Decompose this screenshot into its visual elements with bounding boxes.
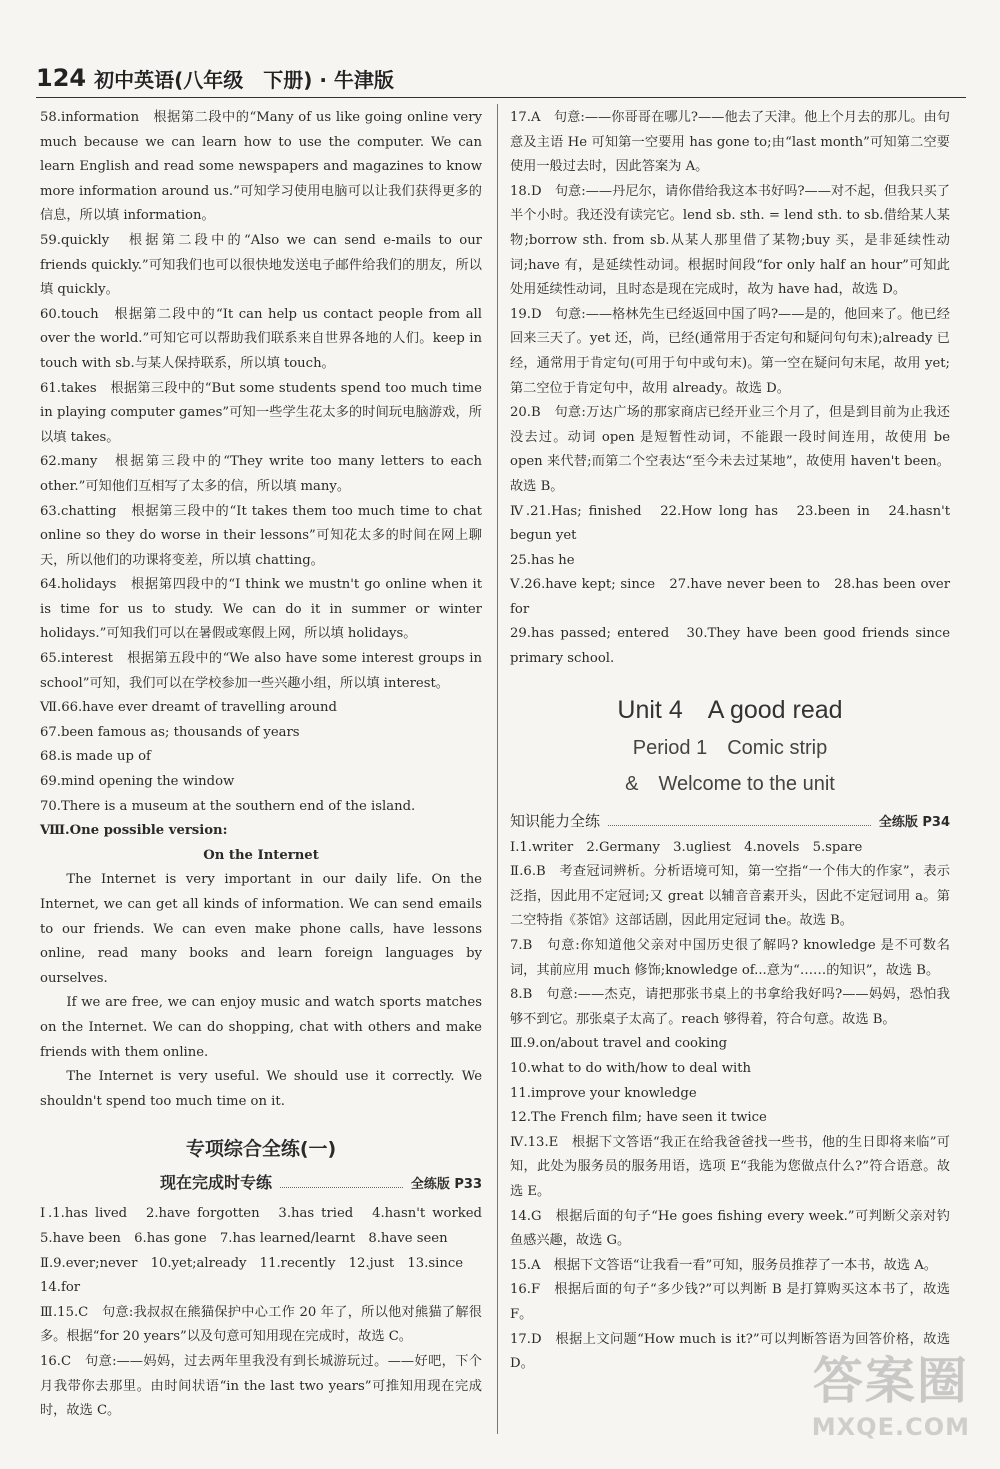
answer-item: 64.holidays 根据第四段中的“I think we mustn't go online when it is time for us to study. We can do it in summer or winter holidays.”可知我们可以在暑假或寒假上网，所以填 holidays。: [40, 577, 482, 642]
answer-item: 20.B 句意:万达广场的那家商店已经开业三个月了，但是到目前为止我还没去过。动词 open 是短暂性动词，不能跟一段时间连用，故使用 be open 来代替;而第二个空表达“至今未去过某地”，故使用 haven't been。故选 B。: [510, 405, 950, 494]
essay-title: On the Internet: [203, 847, 319, 863]
answer-item: Ⅲ.9.on/about travel and cooking: [510, 1036, 728, 1052]
answer-item: 15.A 根据下文答语“让我看一看”可知，服务员推荐了一本书，故选 A。: [510, 1257, 937, 1273]
watermark-logo: [812, 1341, 970, 1441]
answer-item: 68.is made up of: [40, 749, 151, 765]
answer-item: Ⅳ.13.E 根据下文答语“我正在给我爸爸找一些书，他的生日即将来临”可知，此处为服务员的服务用语，选项 E“我能为您做点什么?”符合语意。故选 E。: [510, 1134, 950, 1199]
knowledge-row: [510, 808, 950, 836]
answer-item: 25.has he: [510, 552, 575, 568]
answer-item: 59.quickly 根据第二段中的“Also we can send e-mails to our friends quickly.”可知我们也可以很快地发送电子邮件给我们的朋友，所以填 quickly。: [40, 232, 482, 298]
answer-item: Ⅶ.66.have ever dreamt of travelling around: [40, 700, 337, 716]
essay-paragraph: If we are free, we can enjoy music and watch sports matches on the Internet. We can do shopping, chat with others and make friends with them online.: [40, 995, 482, 1060]
answer-item: Ⅰ.1.writer 2.Germany 3.ugliest 4.novels 5.spare: [510, 839, 863, 855]
period-subtitle: & Welcome to the unit: [625, 772, 835, 795]
section-subtitle-row: [40, 1170, 482, 1198]
knowledge-page-ref: 全练版 P34: [878, 814, 950, 830]
dot-leader: [280, 1187, 403, 1188]
answer-item: 17.A 句意:——你哥哥在哪儿?——他去了天津。他上个月去的那儿。由句意及主语 He 可知第一空要用 has gone to;由“last month”可知第二空要使用一般过去时，因此答案为 A。: [510, 110, 950, 175]
page-header: [36, 62, 394, 94]
answer-item: 8.B 句意:——杰克，请把那张书桌上的书拿给我好吗?——妈妈，恐怕我够不到它。那张桌子太高了。reach 够得着，符合句意。故选 B。: [510, 987, 950, 1027]
answer-item: 12.The French film; have seen it twice: [510, 1110, 767, 1126]
answer-item: 14.for: [40, 1280, 81, 1296]
knowledge-label: 知识能力全练: [510, 811, 601, 830]
answer-item: 11.improve your knowledge: [510, 1085, 697, 1101]
answer-item: 70.There is a museum at the southern end of the island.: [40, 798, 416, 814]
section-page-ref: 全练版 P33: [410, 1177, 482, 1193]
answer-item: 69.mind opening the window: [40, 774, 235, 790]
answer-item: 58.information 根据第二段中的“Many of us like going online very much because we can learn how to use the computer. We can learn English and read some newspapers and magazines to know more information around us.”可知学习使用电脑可以让我们获得更多的信息，所以填 information。: [40, 110, 482, 224]
answer-item: 19.D 句意:——格林先生已经返回中国了吗?——是的，他回来了。他已经回来三天了。yet 还，尚，已经(通常用于否定句和疑问句句末);already 已经，通常用于肯定句(可用于句中或句末)。第一空在疑问句末尾，故用 yet;第二空位于肯定句中，故用 already。故选 D。: [510, 306, 950, 396]
section-title: 专项综合全练(一): [185, 1138, 337, 1161]
header-rule: [36, 97, 966, 98]
watermark-url: MXQE.COM: [811, 1413, 970, 1441]
answer-item: Ⅱ.6.B 考查冠词辨析。分析语境可知，第一空指“一个伟大的作家”，表示泛指，因此用不定冠词;又 great 以辅音音素开头，因此不定冠词用 a。第二空特指《茶馆》这部话剧，因此用定冠词 the。故选 B。: [510, 864, 950, 929]
answer-item: 63.chatting 根据第三段中的“It takes them too much time to chat online so they do worse in their lessons”可知花太多的时间在网上聊天，所以他们的功课将变差，所以填 chatting。: [40, 503, 482, 568]
answer-item: 67.been famous as; thousands of years: [40, 724, 300, 740]
dot-leader: [608, 825, 871, 826]
column-divider: [497, 104, 498, 1434]
period-title: Period 1 Comic strip: [632, 736, 828, 759]
book-title: 初中英语(八年级 下册) · 牛津版: [94, 67, 394, 92]
answer-item: 62.many 根据第三段中的“They write too many letters to each other.”可知他们互相写了太多的信，所以填 many。: [40, 454, 482, 494]
answer-item: 65.interest 根据第五段中的“We also have some interest groups in school”可知，我们可以在学校参加一些兴趣小组，所以填 interest。: [40, 651, 482, 691]
answer-item: 10.what to do with/how to deal with: [510, 1061, 752, 1076]
answer-item: Ⅲ.15.C 句意:我叔叔在熊猫保护中心工作 20 年了，所以他对熊猫了解很多。根据“for 20 years”以及句意可知用现在完成时，故选 C。: [40, 1304, 482, 1345]
page-number: 124: [36, 64, 87, 92]
answer-item: Ⅳ.21.Has; finished 22.How long has 23.been in 24.hasn't begun yet: [510, 503, 950, 544]
answer-item: 16.F 根据后面的句子“多少钱?”可以判断 B 是打算购买这本书了，故选 F。: [510, 1282, 950, 1322]
answer-item: 18.D 句意:——丹尼尔，请你借给我这本书好吗?——对不起，但我只买了半个小时。我还没有读完它。lend sb. sth. = lend sth. to sb.借给某人某物;borrow sth. from sb.从某人那里借了某物;buy 买，是非延续性动词;have 有，是延续性动词。根据时间段“for only half an hour”可知此处用延续性动词，且时态是现在完成时，故为 have had，故选 D。: [510, 183, 950, 298]
answer-item: Ⅱ.9.ever;never 10.yet;already 11.recently 12.just 13.since: [40, 1255, 464, 1271]
watermark-glyphs: 答案圈: [812, 1352, 969, 1410]
unit-title: Unit 4 A good read: [617, 695, 843, 724]
section-subtitle: 现在完成时专练: [160, 1173, 273, 1193]
answer-item: Ⅰ.1.has lived 2.have forgotten 3.has tried 4.hasn't worked 5.have been 6.has gone 7.has learned/learnt 8.have seen: [40, 1206, 496, 1246]
answer-item: 14.G 根据后面的句子“He goes fishing every week.”可判断父亲对钓鱼感兴趣，故选 G。: [510, 1208, 950, 1249]
essay-paragraph: The Internet is very important in our daily life. On the Internet, we can get all kinds of information. We can send emails to our friends. We can even make phone calls, have lessons online, read many books and learn foreign languages by ourselves.: [40, 872, 482, 986]
right-column: [510, 106, 950, 1377]
answer-item: 60.touch 根据第二段中的“It can help us contact people from all over the world.”可知它可以帮助我们联系来自世界各地的人们。keep in touch with sb.与某人保持联系，所以填 touch。: [40, 306, 482, 371]
essay-label: Ⅷ.One possible version:: [40, 823, 228, 839]
answer-item: 16.C 句意:——妈妈，过去两年里我没有到长城游玩过。——好吧，下个月我带你去那里。由时间状语“in the last two years”可推知用现在完成时，故选 C。: [40, 1353, 482, 1419]
answer-item: Ⅴ.26.have kept; since 27.have never been to 28.has been over for: [510, 577, 950, 617]
answer-item: 17.D 根据上文问题“How much is it?”可以判断答语为回答价格，故选 D。: [510, 1331, 950, 1372]
answer-item: 29.has passed; entered 30.They have been good friends since primary school.: [510, 626, 950, 667]
left-column: [40, 106, 496, 1424]
answer-item: 61.takes 根据第三段中的“But some students spend too much time in playing computer games”可知一些学生花太多的时间玩电脑游戏，所以填 takes。: [40, 380, 482, 445]
essay-paragraph: The Internet is very useful. We should use it correctly. We shouldn't spend too much time on it.: [40, 1069, 482, 1109]
answer-item: 7.B 句意:你知道他父亲对中国历史很了解吗? knowledge 是不可数名词，其前应用 much 修饰;knowledge of...意为“……的知识”，故选 B。: [510, 938, 950, 978]
